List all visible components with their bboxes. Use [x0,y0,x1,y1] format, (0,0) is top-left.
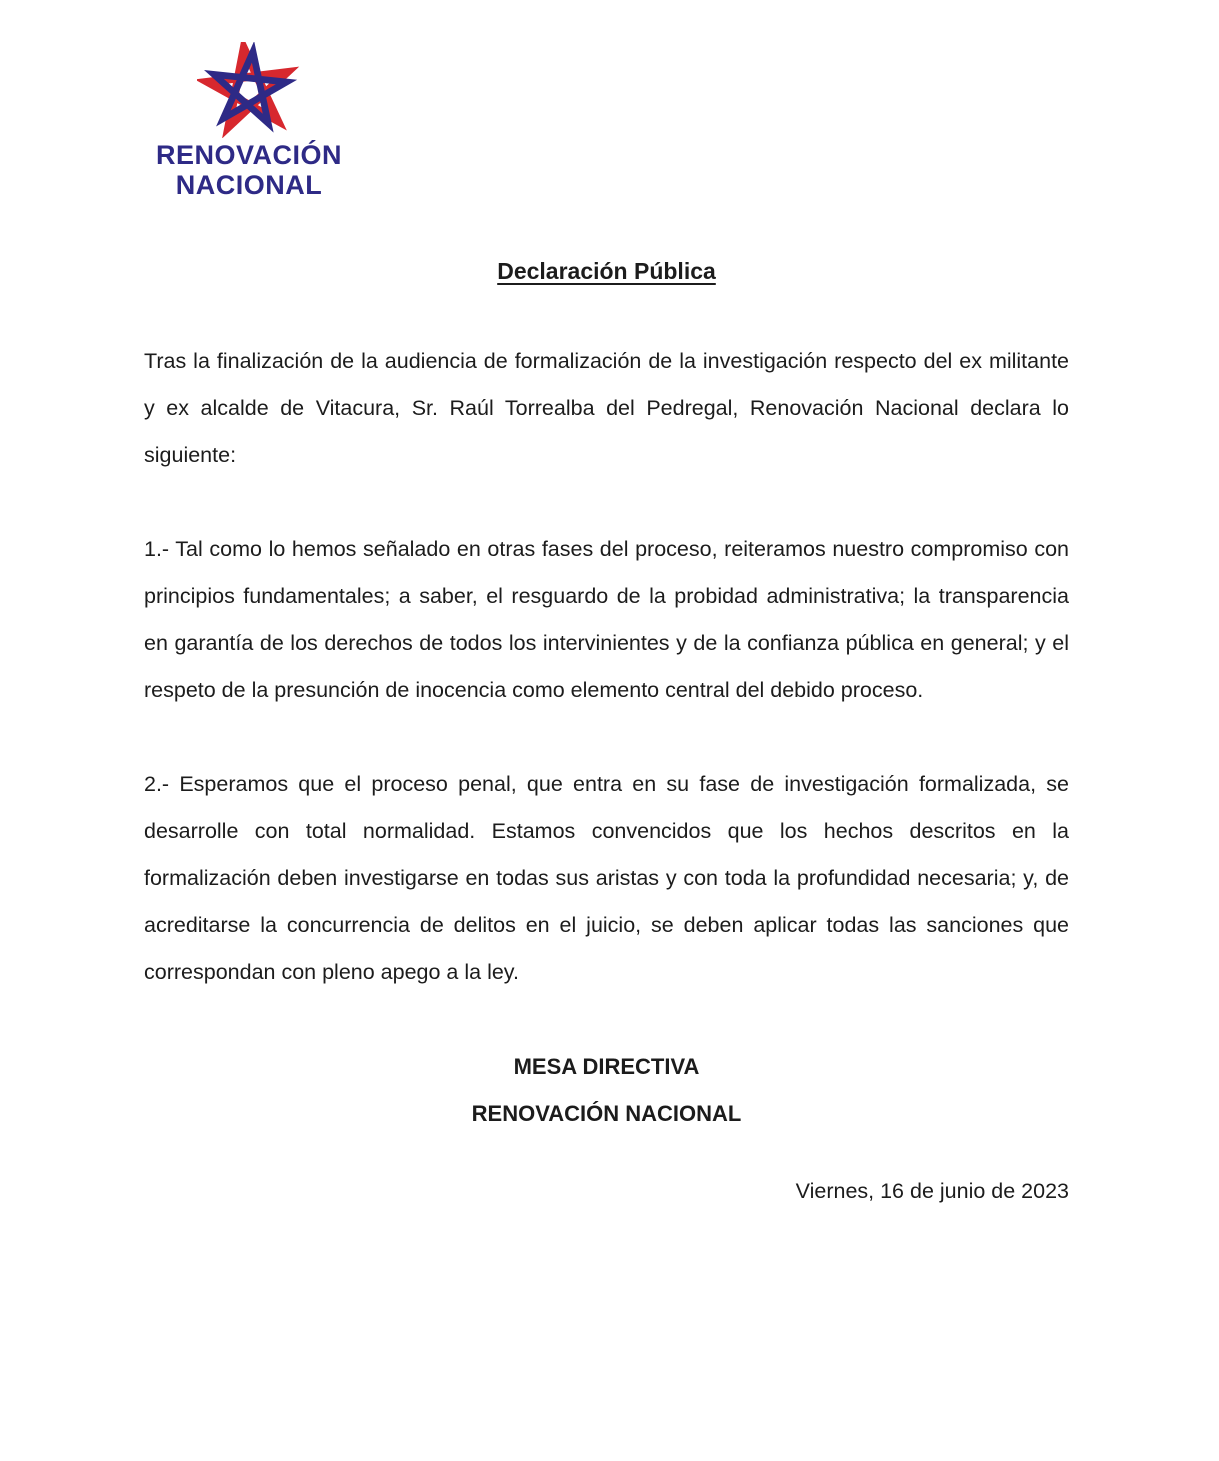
document-date: Viernes, 16 de junio de 2023 [795,1179,1069,1203]
party-logo [144,42,354,200]
star-icon [197,42,301,138]
party-logo-line1: RENOVACIÓN [155,140,342,170]
signature-line2: RENOVACIÓN NACIONAL [471,1101,742,1126]
signature-line1: MESA DIRECTIVA [513,1054,700,1079]
party-logo-line2: NACIONAL [175,170,323,200]
document-title-text: Declaración Pública [497,258,716,284]
paragraph-2: 2.- Esperamos que el proceso penal, que entra en su fase de investigación formalizada, se desarrolle con total normalidad. Estamos convencidos que los hechos descritos en la formalización deben investigarse en todas sus aristas y con toda la profundidad necesaria; y, de acreditarse la concurrencia de delitos en el juicio, se deben aplicar todas las sanciones que correspondan con pleno apego a la ley. [144,772,1069,984]
party-logo-text [156,140,342,200]
intro-paragraph: Tras la finalización de la audiencia de formalización de la investigación respecto del ex militante y ex alcalde de Vitacura, Sr. Raúl Torrealba del Pedregal, Renovación Nacional declara lo siguiente: [144,349,1069,467]
signature-block [144,1043,1069,1137]
document-title [144,258,1069,285]
paragraph-1: 1.- Tal como lo hemos señalado en otras fases del proceso, reiteramos nuestro compromiso con principios fundamentales; a saber, el resguardo de la probidad administrativa; la transparencia en garantía de los derechos de todos los intervinientes y de la confianza pública en general; y el respeto de la presunción de inocencia como elemento central del debido proceso. [144,537,1069,702]
document-content [144,0,1069,1204]
